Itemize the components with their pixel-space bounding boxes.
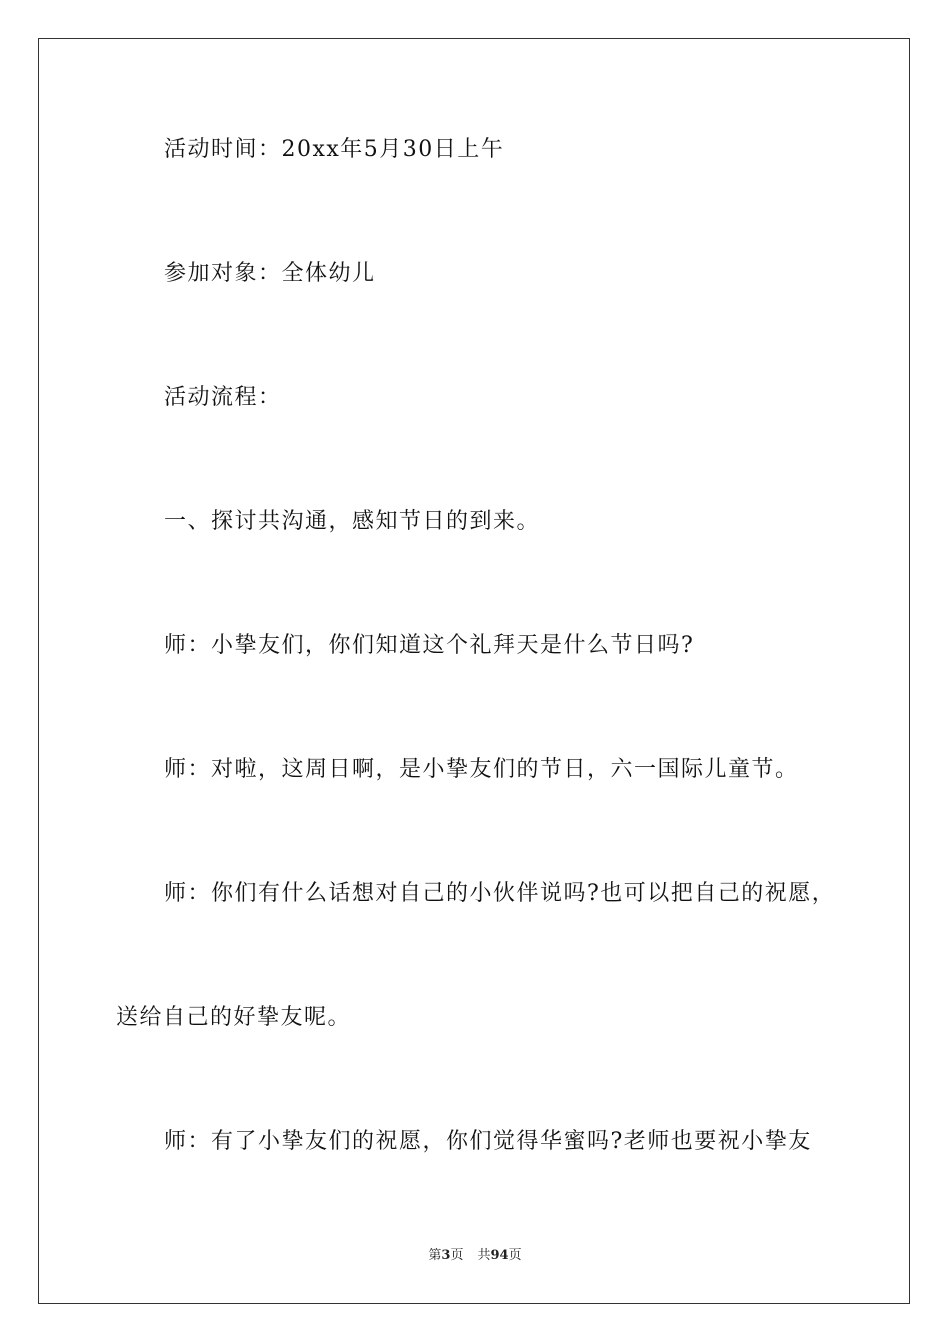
paragraph-section-one: 一、探讨共沟通，感知节日的到来。 — [164, 509, 541, 534]
paragraph-activity-time: 活动时间：20xx年5月30日上午 — [164, 137, 505, 162]
paragraph-teacher-question: 师：小挚友们，你们知道这个礼拜天是什么节日吗? — [164, 633, 695, 658]
footer-total-pages: 94 — [490, 1248, 509, 1263]
paragraph-teacher-wishes: 师：你们有什么话想对自己的小伙伴说吗?也可以把自己的祝愿， — [164, 881, 836, 906]
paragraph-teacher-happy: 师：有了小挚友们的祝愿，你们觉得华蜜吗?老师也要祝小挚友 — [164, 1129, 812, 1154]
footer-total-suffix: 页 — [508, 1248, 522, 1263]
footer-total-prefix: 共 — [477, 1248, 491, 1263]
paragraph-participants: 参加对象：全体幼儿 — [164, 261, 376, 286]
paragraph-activity-process: 活动流程： — [164, 385, 282, 410]
paragraph-wishes-continued: 送给自己的好挚友呢。 — [116, 1005, 352, 1030]
footer-page-prefix: 第 — [428, 1248, 442, 1263]
footer-page-suffix: 页 — [450, 1248, 464, 1263]
paragraph-teacher-childrens-day: 师：对啦，这周日啊，是小挚友们的节日，六一国际儿童节。 — [164, 757, 799, 782]
page-border — [38, 38, 910, 1304]
page-footer — [0, 1248, 950, 1264]
footer-page-number: 3 — [441, 1248, 451, 1263]
